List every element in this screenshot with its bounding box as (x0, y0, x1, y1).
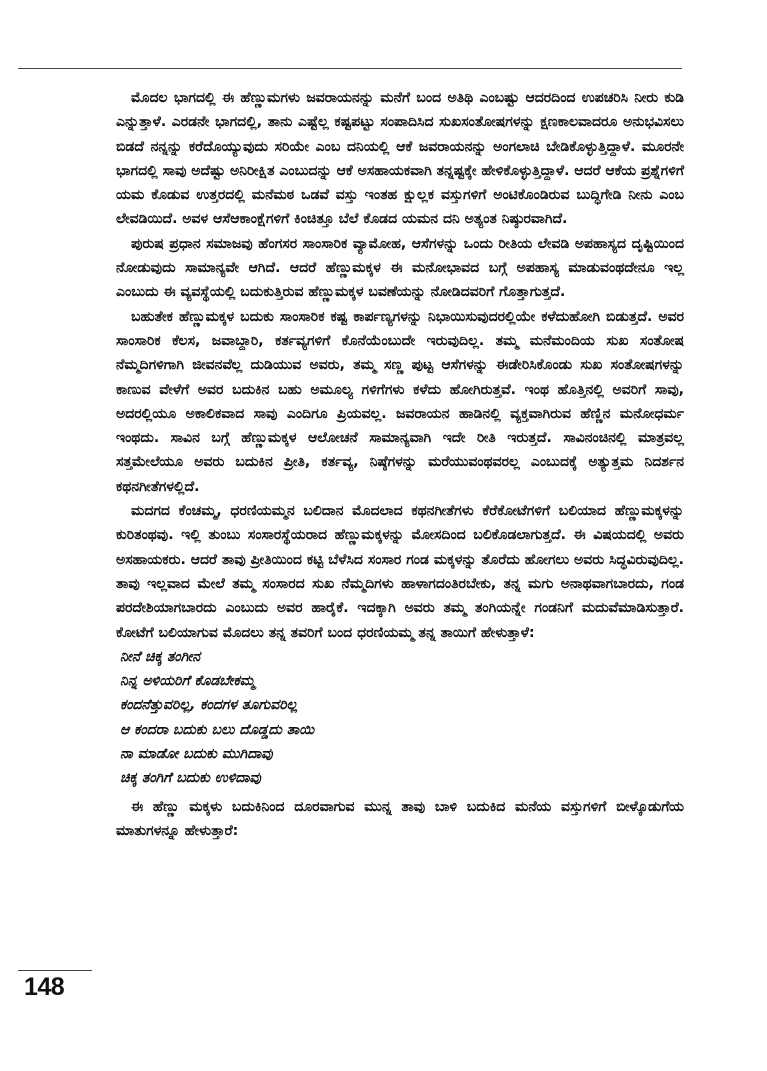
verse-line: ನಾ ಮಾಡೋ ಬದುಕು ಮುಗಿದಾವು (120, 746, 273, 763)
paragraph-1: ಮೊದಲ ಭಾಗದಲ್ಲಿ ಈ ಹೆಣ್ಣುಮಗಳು ಜವರಾಯನನ್ನು ಮನೆಗೆ ಬಂದ ಅತಿಥಿ ಎಂಬಷ್ಟು ಆದರದಿಂದ ಉಪಚರಿಸಿ ನೀರು ಕುಡಿ ಎನ್ನುತ್ತಾಳೆ. ಎರಡನೇ ಭಾಗದಲ್ಲಿ, ತಾನು ಎಷ್ಟೆಲ್ಲ ಕಷ್ಟಪಟ್ಟು ಸಂಪಾದಿಸಿದ ಸುಖಸಂತೋಷಗಳನ್ನು ಕ್ಷಣಕಾಲವಾದರೂ ಅನುಭವಿಸಲು ಬಿಡದೆ ನನ್ನನ್ನು ಕರೆದೊಯ್ಯುವುದು ಸರಿಯೇ ಎಂಬ ದನಿಯಲ್ಲಿ ಆಕೆ ಜವರಾಯನನ್ನು ಅಂಗಲಾಚಿ ಬೇಡಿಕೊಳ್ಳುತ್ತಿದ್ದಾಳೆ. ಮೂರನೇ ಭಾಗದಲ್ಲಿ ಸಾವು ಅದೆಷ್ಟು ಅನಿರೀಕ್ಷಿತ ಎಂಬುದನ್ನು ಆಕೆ ಅಸಹಾಯಕವಾಗಿ ತನ್ನಷ್ಟಕ್ಕೇ ಹೇಳಿಕೊಳ್ಳುತ್ತಿದ್ದಾಳೆ. ಆದರೆ ಆಕೆಯ ಪ್ರಶ್ನೆಗಳಿಗೆ ಯಮ ಕೊಡುವ ಉತ್ತರದಲ್ಲಿ ಮನೆಮಠ ಒಡವೆ ವಸ್ತು ಇಂತಹ ಕ್ಷುಲ್ಲಕ ವಸ್ತುಗಳಿಗೆ ಅಂಟಿಕೊಂಡಿರುವ ಬುದ್ಧಿಗೇಡಿ ನೀನು ಎಂಬ ಲೇವಡಿಯಿದೆ. ಅವಳ ಆಸೆಆಕಾಂಕ್ಷೆಗಳಿಗೆ ಕಿಂಚಿತ್ತೂ ಬೆಲೆ ಕೊಡದ ಯಮನ ದನಿ ಅತ್ಯಂತ ನಿಷ್ಠುರವಾಗಿದೆ. (116, 90, 684, 228)
paragraph-4: ಮದಗದ ಕೆಂಚಮ್ಮ, ಧರಣಿಯಮ್ಮನ ಬಲಿದಾನ ಮೊದಲಾದ ಕಥನಗೀತೆಗಳು ಕೆರೆಕೋಟೆಗಳಿಗೆ ಬಲಿಯಾದ ಹೆಣ್ಣುಮಕ್ಕಳನ್ನು ಕುರಿತಂಥವು. ಇಲ್ಲಿ ತುಂಬು ಸಂಸಾರಸ್ಥೆಯರಾದ ಹೆಣ್ಣುಮಕ್ಕಳನ್ನು ಮೋಸದಿಂದ ಬಲಿಕೊಡಲಾಗುತ್ತದೆ. ಈ ವಿಷಯದಲ್ಲಿ ಅವರು ಅಸಹಾಯಕರು. ಆದರೆ ತಾವು ಪ್ರೀತಿಯಿಂದ ಕಟ್ಟಿ ಬೆಳೆಸಿದ ಸಂಸಾರ ಗಂಡ ಮಕ್ಕಳನ್ನು ತೊರೆದು ಹೋಗಲು ಅವರು ಸಿದ್ಧವಿರುವುದಿಲ್ಲ. ತಾವು ಇಲ್ಲವಾದ ಮೇಲೆ ತಮ್ಮ ಸಂಸಾರದ ಸುಖ ನೆಮ್ಮದಿಗಳು ಹಾಳಾಗದಂತಿರಬೇಕು, ತನ್ನ ಮಗು ಅನಾಥವಾಗಬಾರದು, ಗಂಡ ಪರದೇಶಿಯಾಗಬಾರದು ಎಂಬುದು ಅವರ ಹಾರೈಕೆ. ಇದಕ್ಕಾಗಿ ಅವರು ತಮ್ಮ ತಂಗಿಯನ್ನೇ ಗಂಡನಿಗೆ ಮದುವೆಮಾಡಿಸುತ್ತಾರೆ. ಕೋಟೆಗೆ ಬಲಿಯಾಗುವ ಮೊದಲು ತನ್ನ ತವರಿಗೆ ಬಂದ ಧರಣಿಯಮ್ಮ ತನ್ನ ತಾಯಿಗೆ ಹೇಳುತ್ತಾಳೆ: (116, 503, 684, 641)
paragraph-3: ಬಹುತೇಕ ಹೆಣ್ಣುಮಕ್ಕಳ ಬದುಕು ಸಾಂಸಾರಿಕ ಕಷ್ಟ ಕಾರ್ಪಣ್ಯಗಳನ್ನು ನಿಭಾಯಿಸುವುದರಲ್ಲಿಯೇ ಕಳೆದುಹೋಗಿ ಬಿಡುತ್ತದೆ. ಅವರ ಸಾಂಸಾರಿಕ ಕೆಲಸ, ಜವಾಬ್ದಾರಿ, ಕರ್ತವ್ಯಗಳಿಗೆ ಕೊನೆಯೆಂಬುದೇ ಇರುವುದಿಲ್ಲ. ತಮ್ಮ ಮನೆಮಂದಿಯ ಸುಖ ಸಂತೋಷ ನೆಮ್ಮದಿಗಳಿಗಾಗಿ ಜೀವನವೆಲ್ಲ ದುಡಿಯುವ ಅವರು, ತಮ್ಮ ಸಣ್ಣ ಪುಟ್ಟ ಆಸೆಗಳನ್ನು ಈಡೇರಿಸಿಕೊಂಡು ಸುಖ ಸಂತೋಷಗಳನ್ನು ಕಾಣುವ ವೇಳೆಗೆ ಅವರ ಬದುಕಿನ ಬಹು ಅಮೂಲ್ಯ ಗಳಿಗೆಗಳು ಕಳೆದು ಹೋಗಿರುತ್ತವೆ. ಇಂಥ ಹೊತ್ತಿನಲ್ಲಿ ಅವರಿಗೆ ಸಾವು, ಅದರಲ್ಲಿಯೂ ಅಕಾಲಿಕವಾದ ಸಾವು ಎಂದಿಗೂ ಪ್ರಿಯವಲ್ಲ. ಜವರಾಯನ ಹಾಡಿನಲ್ಲಿ ವ್ಯಕ್ತವಾಗಿರುವ ಹೆಣ್ಣಿನ ಮನೋಧರ್ಮ ಇಂಥದು. ಸಾವಿನ ಬಗ್ಗೆ ಹೆಣ್ಣುಮಕ್ಕಳ ಆಲೋಚನೆ ಸಾಮಾನ್ಯವಾಗಿ ಇದೇ ರೀತಿ ಇರುತ್ತದೆ. ಸಾವಿನಂಚಿನಲ್ಲಿ ಮಾತ್ರವಲ್ಲ ಸತ್ತಮೇಲೆಯೂ ಅವರು ಬದುಕಿನ ಪ್ರೀತಿ, ಕರ್ತವ್ಯ, ನಿಷ್ಠೆಗಳನ್ನು ಮರೆಯುವಂಥವರಲ್ಲ ಎಂಬುದಕ್ಕೆ ಅತ್ಯುತ್ತಮ ನಿದರ್ಶನ ಕಥನಗೀತೆಗಳಲ್ಲಿದೆ. (116, 308, 684, 495)
paragraph-5: ಈ ಹೆಣ್ಣು ಮಕ್ಕಳು ಬದುಕಿನಿಂದ ದೂರವಾಗುವ ಮುನ್ನ ತಾವು ಬಾಳಿ ಬದುಕಿದ ಮನೆಯ ವಸ್ತುಗಳಿಗೆ ಬೀಳ್ಕೊಡುಗೆಯ ಮಾತುಗಳನ್ನೂ ಹೇಳುತ್ತಾರೆ: (116, 798, 684, 839)
page-number: 148 (24, 973, 65, 1001)
verse-line: ಆ ಕಂದರಾ ಬದುಕು ಬಲು ದೊಡ್ಡದು ತಾಯಿ (120, 721, 315, 738)
verse-line: ಚಿಕ್ಕ ತಂಗಿಗೆ ಬದುಕು ಉಳಿದಾವು (120, 770, 261, 787)
verse-line: ನಿನ್ನ ಅಳಿಯರಿಗೆ ಕೊಡಬೇಕಮ್ಮ (120, 673, 255, 690)
page-body (116, 86, 684, 843)
header-rule (18, 68, 682, 69)
paragraph-2: ಪುರುಷ ಪ್ರಧಾನ ಸಮಾಜವು ಹೆಂಗಸರ ಸಾಂಸಾರಿಕ ವ್ಯಾಮೋಹ, ಆಸೆಗಳನ್ನು ಒಂದು ರೀತಿಯ ಲೇವಡಿ ಅಪಹಾಸ್ಯದ ದೃಷ್ಟಿಯಿಂದ ನೋಡುವುದು ಸಾಮಾನ್ಯವೇ ಆಗಿದೆ. ಆದರೆ ಹೆಣ್ಣುಮಕ್ಕಳ ಈ ಮನೋಭಾವದ ಬಗ್ಗೆ ಅಪಹಾಸ್ಯ ಮಾಡುವಂಥದೇನೂ ಇಲ್ಲ ಎಂಬುದು ಈ ವ್ಯವಸ್ಥೆಯಲ್ಲಿ ಬದುಕುತ್ತಿರುವ ಹೆಣ್ಣುಮಕ್ಕಳ ಬವಣೆಯನ್ನು ನೋಡಿದವರಿಗೆ ಗೊತ್ತಾಗುತ್ತದೆ. (116, 235, 684, 301)
footer-rule (18, 970, 92, 971)
verse-block (116, 645, 684, 791)
verse-line: ಕಂದನೆತ್ತುವರಿಲ್ಲ, ಕಂದಗಳ ತೂಗುವರಿಲ್ಲ (120, 697, 298, 714)
verse-line: ನೀನೆ ಚಿಕ್ಕ ತಂಗೀನ (120, 648, 201, 665)
